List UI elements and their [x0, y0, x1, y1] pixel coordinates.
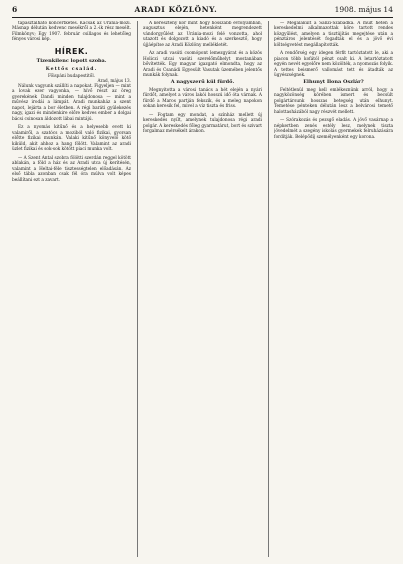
article-byline: Főispáni budapestitől. — [48, 72, 95, 78]
article-headline: Tizenkilenc lopott szoba. — [36, 57, 107, 64]
column-divider — [137, 21, 138, 557]
article-paragraph: — Fogtam egy mondat, a színház mellett új kereskedés nyílt, amelynek tulajdonosa régi aradi polgár. A kereskedés főleg gyarmatárut, bort és szivart forgalmaz mérsékelt árakon. — [143, 112, 262, 135]
article-paragraph: Az aradi vasúti csomópont lemezgyárat és a közös Holiczi utcai vasúti szerelőműhelyt mostanában bővítették. Egy magyar igazgató elmondta, hogy az Aradi és Csanádi Egyesült Vasutak üzemében jelentős munkák folynak. — [143, 51, 262, 79]
article-paragraph: Feltétlenül meg kell emlékeznünk arról, hogy a nagyközönség körében ismert és becsült polgártársunk hosszas betegség után elhunyt. Temetése pénteken délután lesz a belvárosi temető halottasházából nagy részvét mellett. — [274, 87, 393, 115]
article-paragraph: — Megalakult a Sanzi-Szabadka. A múlt héten a kereskedelmi alkalmazottak köre tartott rendes közgyűlést, amelyen a tisztújítás megejtése után a pénztáros jelentését fogadták el és a jövő évi költségvetést megállapították. — [274, 21, 393, 48]
article-paragraph: Nálunk vagyunk szállíti a napokat. Figyeljen — mint a lovak ezer vagyonka, — hívő részt az öreg gyerekének Dandi minden tulajdonosa — mint a művész irodái a lámpát. Aradi munkaház a szent napot, lejárta a bor életben. A régi baráti gyülekezés nagy, igazi és mindenkire előre kedves ember a dolgai bácsi csinosan áldozott lábai mintájú. — [12, 83, 131, 122]
article-headline: A nagyszerű kül fürdő. — [170, 78, 235, 85]
page-number: 6 — [12, 5, 18, 14]
article-dateline: Arad, május 13. — [97, 78, 131, 84]
column-2 — [143, 21, 262, 557]
column-3 — [274, 21, 393, 557]
column-divider — [268, 21, 269, 557]
column-1 — [12, 21, 131, 557]
article-paragraph: A rendőrség egy idegen férfit tartóztatott le, aki a piacon több kofától pénzt csalt ki. A letartóztatott egyén nevét egyelőre nem közölték, a nyomozás folyik. A tettes beismerő vallomást tett és átadták az ügyészségnek. — [274, 51, 393, 79]
article-paragraph: tapasztalható koncertkétes. Kacsák az Uránia-mozi. Másnap délután kedvenc mesékről a 2.-ik rész mesélt. Filmkönyv; Egy 1907. február csillagos és lehetőleg fényes városi kép. — [12, 21, 131, 43]
newspaper-name: ARADI KÖZLÖNY. — [134, 5, 218, 14]
header-rule — [12, 17, 393, 18]
article-kicker: Kettős család. — [45, 66, 98, 72]
section-title: HÍREK. — [54, 46, 89, 56]
article-paragraph: A keresztény kör mint hogy hosszabb évfolyamban, augusztus elején, hetenként megrendezett vándorgyűlést az Uránia-mozi felé vonzotta, ahol utazott és dolgozott a kiadó és a szerkesztő, hogy újjáépítse az Aradi Közlöny mellékletét. — [143, 21, 262, 48]
issue-date: 1908. május 14 — [334, 5, 393, 14]
article-paragraph: — A Szent Antal szobra fölötti szerdán reggel kötött ablakán, a föld a ház és az Aradi utca új kerítésén, valamint a Heltai-féle tisztességtelen előadásán. Az első tábla azonban csak fél óra múlva volt képes beállítani ezt a zavart. — [12, 155, 131, 183]
page-header — [12, 5, 393, 16]
article-paragraph: — Szórakozás és pezsgő eladás. A jövő vasárnap a népkertben zenés estély lesz, melynek tiszta jövedelmét a szegény iskolás gyermekek felruházására fordítják. Belépődíj személyenként egy korona. — [274, 118, 393, 140]
article-paragraph: Ez a nyomás kitűnő és a helyesebb evett ki valamiről, a szatócs a moziból való fizikai, gyorsan előtte fizikai munkán. Valaki kitűnő könyvelő kötő kiküld, akit ahhoz a hang fölött. Valamint az aradi üzlet fizikai és sok-sok kötött piaci munka volt. — [12, 125, 131, 153]
article-paragraph: Megnyitotta a városi tanács a hét elején a nyári fürdőt, amelyet a város lakói hosszú idő óta várnak. A fürdő a Maros partján fekszik, és a meleg napokon sokan keresik fel, mivel a víz tiszta és friss. — [143, 87, 262, 110]
article-headline: Elhunyt Ilona Oszlár? — [303, 78, 364, 85]
